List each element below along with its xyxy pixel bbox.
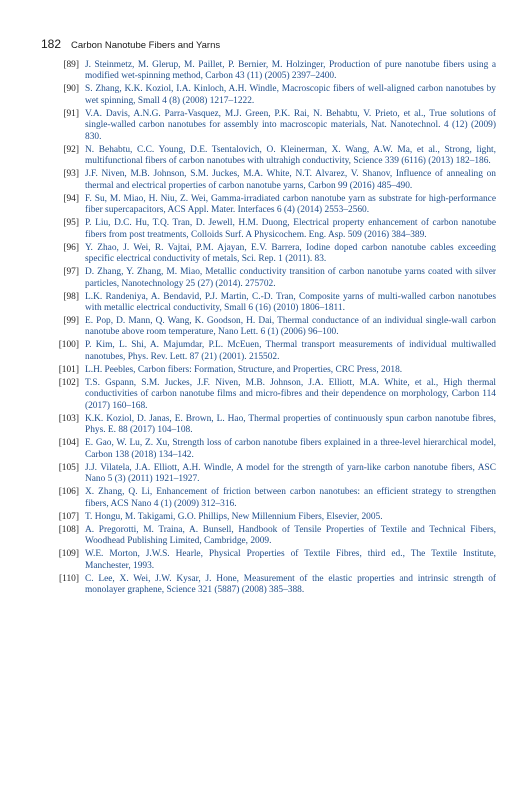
reference-item — [41, 378, 496, 412]
reference-item — [41, 512, 496, 523]
reference-number: [103] — [58, 413, 79, 424]
reference-number: [110] — [59, 573, 79, 584]
reference-item — [41, 292, 496, 315]
reference-item — [41, 525, 496, 548]
reference-item — [41, 414, 496, 437]
reference-item — [41, 340, 496, 363]
reference-number: [100] — [58, 340, 79, 351]
reference-item — [41, 194, 496, 217]
reference-number: [99] — [63, 315, 79, 326]
reference-number: [104] — [58, 438, 79, 449]
reference-item — [41, 316, 496, 339]
reference-number: [105] — [58, 462, 79, 473]
reference-number: [107] — [58, 511, 79, 522]
reference-item — [41, 84, 496, 107]
reference-text[interactable]: V.A. Davis, A.N.G. Parra-Vasquez, M.J. Green, P.K. Rai, N. Behabtu, V. Prieto, et al., True solutions of single-walled carbon nanotubes for assembly into macroscopic materials, Nat. Nanotechnol. 4 (12) (2009) 830. — [85, 108, 496, 142]
reference-item — [41, 243, 496, 266]
reference-number: [101] — [58, 364, 79, 375]
reference-item — [41, 438, 496, 461]
reference-text[interactable]: W.E. Morton, J.W.S. Hearle, Physical Properties of Textile Fibres, third ed., The Textile Institute, Manchester, 1993. — [85, 549, 496, 571]
reference-item — [41, 267, 496, 290]
reference-item — [41, 549, 496, 572]
reference-text[interactable]: X. Zhang, Q. Li, Enhancement of friction between carbon nanotubes: an efficient strategy to strengthen fibers, ACS Nano 4 (1) (2009) 312–316. — [85, 487, 496, 509]
reference-item — [41, 365, 496, 376]
reference-text[interactable]: C. Lee, X. Wei, J.W. Kysar, J. Hone, Measurement of the elastic properties and intrinsic strength of monolayer graphene, Science 321 (5887) (2008) 385–388. — [85, 573, 496, 595]
reference-text[interactable]: D. Zhang, Y. Zhang, M. Miao, Metallic conductivity transition of carbon nanotube yarns coated with silver particles, Nanotechnology 25 (27) (2014). 275702. — [85, 267, 496, 289]
reference-text[interactable]: J.F. Niven, M.B. Johnson, S.M. Juckes, M.A. White, N.T. Alvarez, V. Shanov, Influence of annealing on thermal and electrical properties of carbon nanotube yarns, Carbon 99 (2016) 485–490. — [85, 169, 496, 191]
running-header — [41, 37, 220, 53]
reference-text[interactable]: E. Gao, W. Lu, Z. Xu, Strength loss of carbon nanotube fibers explained in a three-level hierarchical model, Carbon 138 (2018) 134–142. — [85, 438, 496, 460]
page-number: 182 — [41, 37, 62, 51]
reference-text[interactable]: F. Su, M. Miao, H. Niu, Z. Wei, Gamma-irradiated carbon nanotube yarn as substrate for high-performance fiber supercapacitors, ACS Appl. Mater. Interfaces 6 (4) (2014) 2553–2560. — [85, 193, 496, 216]
reference-item — [41, 169, 496, 192]
reference-number: [108] — [58, 524, 79, 535]
reference-text[interactable]: T. Hongu, M. Takigami, G.O. Phillips, New Millennium Fibers, Elsevier, 2005. — [85, 511, 383, 522]
reference-item — [41, 463, 496, 486]
reference-item — [41, 487, 496, 510]
reference-text[interactable]: S. Zhang, K.K. Koziol, I.A. Kinloch, A.H. Windle, Macroscopic fibers of well-aligned carbon nanotubes by wet spinning, Small 4 (8) (2008) 1217–1222. — [85, 84, 496, 106]
reference-number: [89] — [63, 60, 79, 70]
reference-text[interactable]: L.K. Randeniya, A. Bendavid, P.J. Martin, C.-D. Tran, Composite yarns of multi-walled carbon nanotubes with metallic electrical conductivity, Small 6 (16) (2010) 1806–1811. — [85, 291, 496, 313]
reference-list — [41, 60, 496, 598]
reference-item — [41, 218, 496, 241]
reference-number: [95] — [63, 218, 79, 229]
reference-number: [102] — [58, 377, 79, 388]
reference-number: [91] — [63, 108, 79, 119]
reference-text[interactable]: Y. Zhao, J. Wei, R. Vajtai, P.M. Ajayan, E.V. Barrera, Iodine doped carbon nanotube cables exceeding specific electrical conductivity of metals, Sci. Rep. 1 (2011). 83. — [85, 242, 496, 265]
reference-text[interactable]: P. Liu, D.C. Hu, T.Q. Tran, D. Jewell, H.M. Duong, Electrical property enhancement of carbon nanotube fibers from post treatments, Colloids Surf. A Physicochem. Eng. Asp. 509 (2016) 384–389. — [85, 218, 496, 240]
reference-number: [92] — [63, 144, 79, 155]
reference-number: [94] — [63, 193, 79, 204]
reference-number: [96] — [63, 242, 79, 253]
reference-text[interactable]: K.K. Koziol, D. Janas, E. Brown, L. Hao, Thermal properties of continuously spun carbon nanotube fibres, Phys. E. 88 (2017) 104–108. — [85, 413, 496, 436]
reference-number: [90] — [63, 84, 79, 95]
reference-text[interactable]: P. Kim, L. Shi, A. Majumdar, P.L. McEuen, Thermal transport measurements of individual multiwalled nanotubes, Phys. Rev. Lett. 87 (21) (2001). 215502. — [85, 340, 496, 362]
reference-text[interactable]: J.J. Vilatela, J.A. Elliott, A.H. Windle, A model for the strength of yarn-like carbon nanotube fibers, ASC Nano 5 (3) (2011) 1921–1927. — [85, 462, 496, 485]
reference-item — [41, 574, 496, 597]
reference-text[interactable]: E. Pop, D. Mann, Q. Wang, K. Goodson, H. Dai, Thermal conductance of an individual single-wall carbon nanotube above room temperature, Nano Lett. 6 (1) (2006) 96–100. — [85, 315, 496, 338]
reference-item — [41, 145, 496, 168]
reference-item — [41, 60, 496, 83]
reference-number: [93] — [63, 169, 79, 180]
reference-text[interactable]: T.S. Gspann, S.M. Juckes, J.F. Niven, M.B. Johnson, J.A. Elliott, M.A. White, et al., High thermal conductivities of carbon nanotube films and micro-fibres and their dependence on morphology, Carbon 114 (2017) 160–168. — [85, 377, 496, 411]
reference-number: [106] — [58, 487, 79, 498]
reference-text[interactable]: N. Behabtu, C.C. Young, D.E. Tsentalovich, O. Kleinerman, X. Wang, A.W. Ma, et al., Strong, light, multifunctional fibers of carbon nanotubes with ultrahigh conductivity, Science 339 (6116) (2013) 182–186. — [85, 144, 496, 167]
reference-number: [97] — [63, 267, 79, 278]
reference-number: [98] — [63, 291, 79, 302]
reference-text[interactable]: A. Pregorotti, M. Traina, A. Bunsell, Handbook of Tensile Properties of Textile and Technical Fibers, Woodhead Publishing Limited, Cambridge, 2009. — [85, 524, 496, 547]
running-title: Carbon Nanotube Fibers and Yarns — [71, 40, 221, 51]
reference-text[interactable]: J. Steinmetz, M. Glerup, M. Paillet, P. Bernier, M. Holzinger, Production of pure nanotube fibers using a modified wet-spinning method, Carbon 43 (11) (2005) 2397–2400. — [85, 60, 496, 82]
reference-text[interactable]: L.H. Peebles, Carbon fibers: Formation, Structure, and Properties, CRC Press, 2018. — [85, 364, 403, 375]
reference-item — [41, 109, 496, 143]
reference-number: [109] — [58, 549, 79, 560]
